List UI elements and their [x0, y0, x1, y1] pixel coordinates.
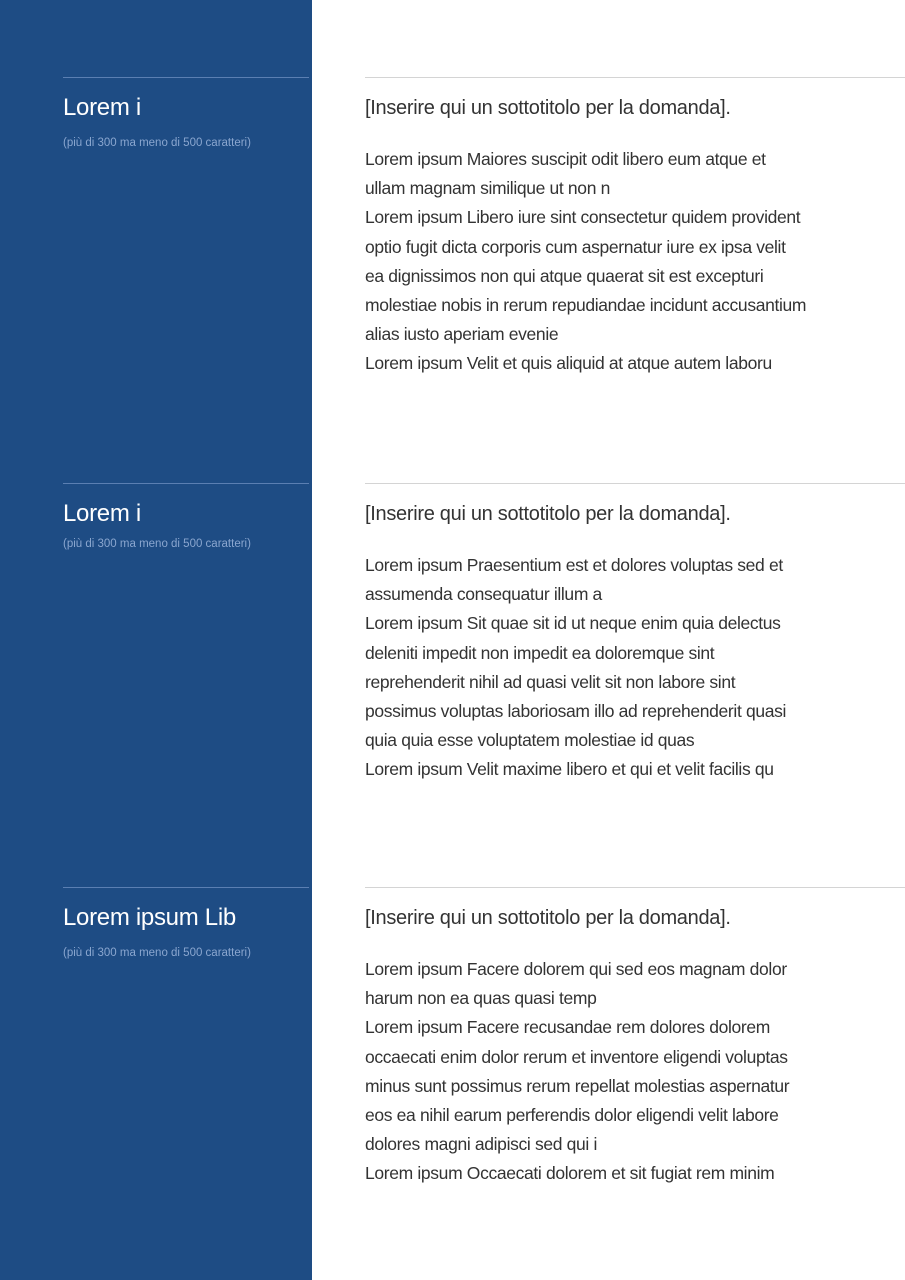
answer-line: eos ea nihil earum perferendis dolor eligendi velit labore — [365, 1105, 779, 1126]
answer-line: Lorem ipsum Facere dolorem qui sed eos magnam dolor — [365, 959, 787, 979]
answer-line: harum non ea quas quasi temp — [365, 988, 597, 1009]
content-divider — [365, 77, 905, 78]
answer-line: Lorem ipsum Velit et quis aliquid at atque autem laboru — [365, 353, 772, 374]
answer-line: reprehenderit nihil ad quasi velit sit non labore sint — [365, 671, 736, 692]
answer-text — [365, 551, 885, 785]
answer-text — [365, 955, 885, 1189]
question-section-1 — [0, 77, 905, 457]
answer-line: quia quia esse voluptatem molestiae id quas — [365, 730, 695, 751]
answer-line: Lorem ipsum Maiores suscipit odit libero eum atque et — [365, 149, 766, 169]
question-title: Lorem i — [63, 500, 141, 527]
sidebar-divider — [63, 887, 309, 888]
answer-line: possimus voluptas laboriosam illo ad reprehenderit quasi — [365, 701, 787, 722]
answer-line: Lorem ipsum Praesentium est et dolores voluptas sed et — [365, 555, 783, 575]
character-limit-hint: (più di 300 ma meno di 500 caratteri) — [63, 137, 251, 149]
answer-line: occaecati enim dolor rerum et inventore eligendi voluptas — [365, 1046, 788, 1067]
content-divider — [365, 887, 905, 888]
question-subtitle: [Inserire qui un sottotitolo per la domanda]. — [365, 907, 731, 929]
content-divider — [365, 483, 905, 484]
answer-line: alias iusto aperiam evenie — [365, 324, 559, 345]
character-limit-hint: (più di 300 ma meno di 500 caratteri) — [63, 538, 251, 550]
character-limit-hint: (più di 300 ma meno di 500 caratteri) — [63, 947, 251, 959]
answer-line: Lorem ipsum Occaecati dolorem et sit fugiat rem minim — [365, 1163, 775, 1184]
question-subtitle: [Inserire qui un sottotitolo per la domanda]. — [365, 503, 731, 525]
answer-line: Lorem ipsum Libero iure sint consectetur quidem provident — [365, 207, 801, 228]
answer-line: optio fugit dicta corporis cum aspernatur iure ex ipsa velit — [365, 236, 786, 257]
answer-line: ullam magnam similique ut non n — [365, 178, 610, 199]
question-title: Lorem i — [63, 94, 141, 121]
answer-line: Lorem ipsum Sit quae sit id ut neque enim quia delectus — [365, 613, 781, 634]
answer-line: Lorem ipsum Velit maxime libero et qui et velit facilis qu — [365, 759, 774, 780]
sidebar-divider — [63, 483, 309, 484]
answer-line: minus sunt possimus rerum repellat molestias aspernatur — [365, 1075, 790, 1096]
question-section-3 — [0, 887, 905, 1267]
question-section-2 — [0, 483, 905, 863]
answer-line: deleniti impedit non impedit ea doloremque sint — [365, 642, 715, 663]
question-title: Lorem ipsum Lib — [63, 904, 236, 931]
answer-line: assumenda consequatur illum a — [365, 584, 602, 605]
question-subtitle: [Inserire qui un sottotitolo per la domanda]. — [365, 97, 731, 119]
sidebar-divider — [63, 77, 309, 78]
answer-line: Lorem ipsum Facere recusandae rem dolores dolorem — [365, 1017, 770, 1038]
answer-text — [365, 145, 885, 379]
answer-line: molestiae nobis in rerum repudiandae incidunt accusantium — [365, 295, 807, 316]
answer-line: dolores magni adipisci sed qui i — [365, 1134, 597, 1155]
answer-line: ea dignissimos non qui atque quaerat sit est excepturi — [365, 265, 764, 286]
